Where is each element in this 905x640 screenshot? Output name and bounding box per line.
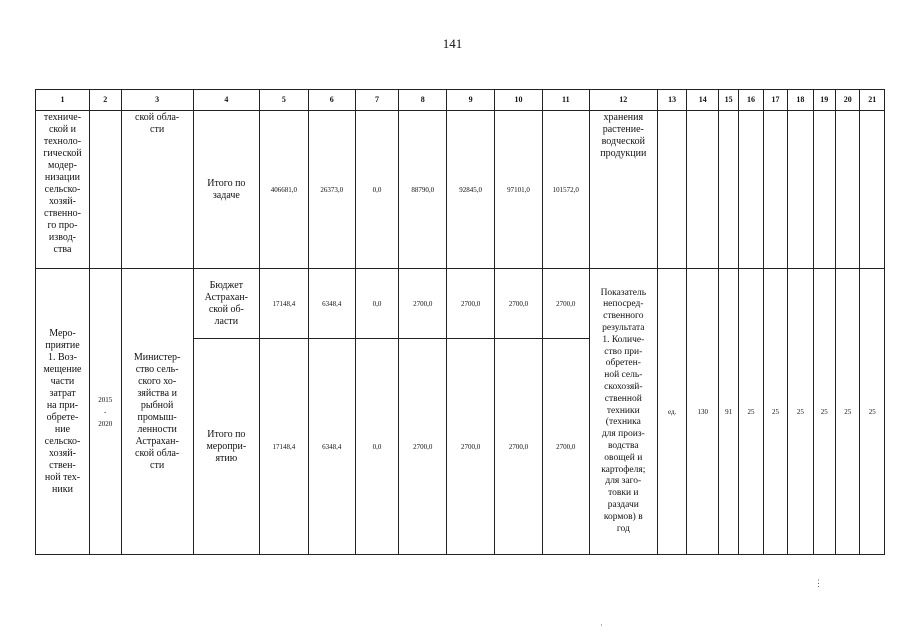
cell-budget-2015: 6348,4: [308, 269, 355, 339]
col-header-9: 9: [447, 90, 495, 111]
col-header-12: 12: [589, 90, 657, 111]
cell-2018: 92845,0: [447, 111, 495, 269]
cell-2020: 101572,0: [542, 111, 589, 269]
cell-budget-2020: 2700,0: [542, 269, 589, 339]
cell-budget-total: 17148,4: [259, 269, 308, 339]
cell-measure-name: Меро- приятие 1. Воз- мещение части затрат на при- обрете- ние сельско- хозяй- ствен- ной тех- ники: [36, 269, 90, 555]
cell-value-empty-16: [739, 111, 763, 269]
cell-budget-source: Бюджет Астрахан- ской об- ласти: [193, 269, 259, 339]
cell-budget-2018: 2700,0: [447, 269, 495, 339]
cell-value-empty-21: [860, 111, 885, 269]
cell-executor: ской обла- сти: [121, 111, 193, 269]
col-header-4: 4: [193, 90, 259, 111]
cell-measure-total: 17148,4: [259, 339, 308, 555]
col-header-14: 14: [687, 90, 719, 111]
cell-value-empty-20: [836, 111, 860, 269]
cell-2015: 26373,0: [308, 111, 355, 269]
cell-budget-2017: 2700,0: [399, 269, 447, 339]
col-header-5: 5: [259, 90, 308, 111]
col-header-7: 7: [355, 90, 399, 111]
col-header-20: 20: [836, 90, 860, 111]
col-header-15: 15: [718, 90, 738, 111]
cell-value-2021: 25: [860, 269, 885, 555]
cell-indicator: хранения растение- водческой продукции: [589, 111, 657, 269]
cell-value-empty-19: [813, 111, 835, 269]
col-header-1: 1: [36, 90, 90, 111]
col-header-6: 6: [308, 90, 355, 111]
cell-value-2015: 91: [718, 269, 738, 555]
cell-measure-2015: 6348,4: [308, 339, 355, 555]
cell-2017: 88790,0: [399, 111, 447, 269]
col-header-21: 21: [860, 90, 885, 111]
cell-base-value: 130: [687, 269, 719, 555]
col-header-2: 2: [89, 90, 121, 111]
col-header-11: 11: [542, 90, 589, 111]
cell-measure-2017: 2700,0: [399, 339, 447, 555]
cell-unit-empty: [657, 111, 687, 269]
col-header-3: 3: [121, 90, 193, 111]
scan-artifact-dots: ⋮: [814, 578, 823, 588]
cell-total: 406681,0: [259, 111, 308, 269]
cell-budget-2016: 0,0: [355, 269, 399, 339]
cell-value-empty-18: [788, 111, 813, 269]
col-header-8: 8: [399, 90, 447, 111]
col-header-10: 10: [495, 90, 543, 111]
cell-task-name: техниче- ской и техноло- гической модер- низации сельско- хозяй- ственно- го про- извод- ства: [36, 111, 90, 269]
col-header-17: 17: [763, 90, 787, 111]
cell-measure-2019: 2700,0: [495, 339, 543, 555]
program-table: [35, 89, 885, 555]
page-number: 141: [442, 36, 463, 51]
cell-unit: ед.: [657, 269, 687, 555]
cell-value-empty-17: [763, 111, 787, 269]
cell-period-empty: [89, 111, 121, 269]
col-header-18: 18: [788, 90, 813, 111]
table-row-measure-budget: [36, 269, 885, 339]
cell-measure-2018: 2700,0: [447, 339, 495, 555]
cell-value-2020: 25: [836, 269, 860, 555]
cell-value-2018: 25: [788, 269, 813, 555]
cell-value-empty-15: [718, 111, 738, 269]
cell-budget-2019: 2700,0: [495, 269, 543, 339]
cell-measure-executor: Министер- ство сель- ского хо- зяйства и рыбной промыш- ленности Астрахан- ской обла- сти: [121, 269, 193, 555]
cell-result-indicator: Показатель непосред- ственного результата 1. Количе- ство при- обретен- ной сель- скохозяй- ственной техники (техника для произ- водства овощей и картофеля; для заго- товки и раздачи кормов) в год: [589, 269, 657, 555]
cell-measure-2016: 0,0: [355, 339, 399, 555]
col-header-13: 13: [657, 90, 687, 111]
cell-period: 2015 - 2020: [89, 269, 121, 555]
col-header-19: 19: [813, 90, 835, 111]
cell-value-empty-14: [687, 111, 719, 269]
cell-2016: 0,0: [355, 111, 399, 269]
cell-measure-2020: 2700,0: [542, 339, 589, 555]
col-header-16: 16: [739, 90, 763, 111]
cell-value-2016: 25: [739, 269, 763, 555]
cell-value-2019: 25: [813, 269, 835, 555]
cell-funding-source: Итого по задаче: [193, 111, 259, 269]
table-row-task-total: [36, 111, 885, 269]
cell-measure-total-label: Итого по меропри- ятию: [193, 339, 259, 555]
header-row: [36, 90, 885, 111]
cell-2019: 97101,0: [495, 111, 543, 269]
scan-artifact-dot: ·: [600, 620, 603, 630]
cell-value-2017: 25: [763, 269, 787, 555]
